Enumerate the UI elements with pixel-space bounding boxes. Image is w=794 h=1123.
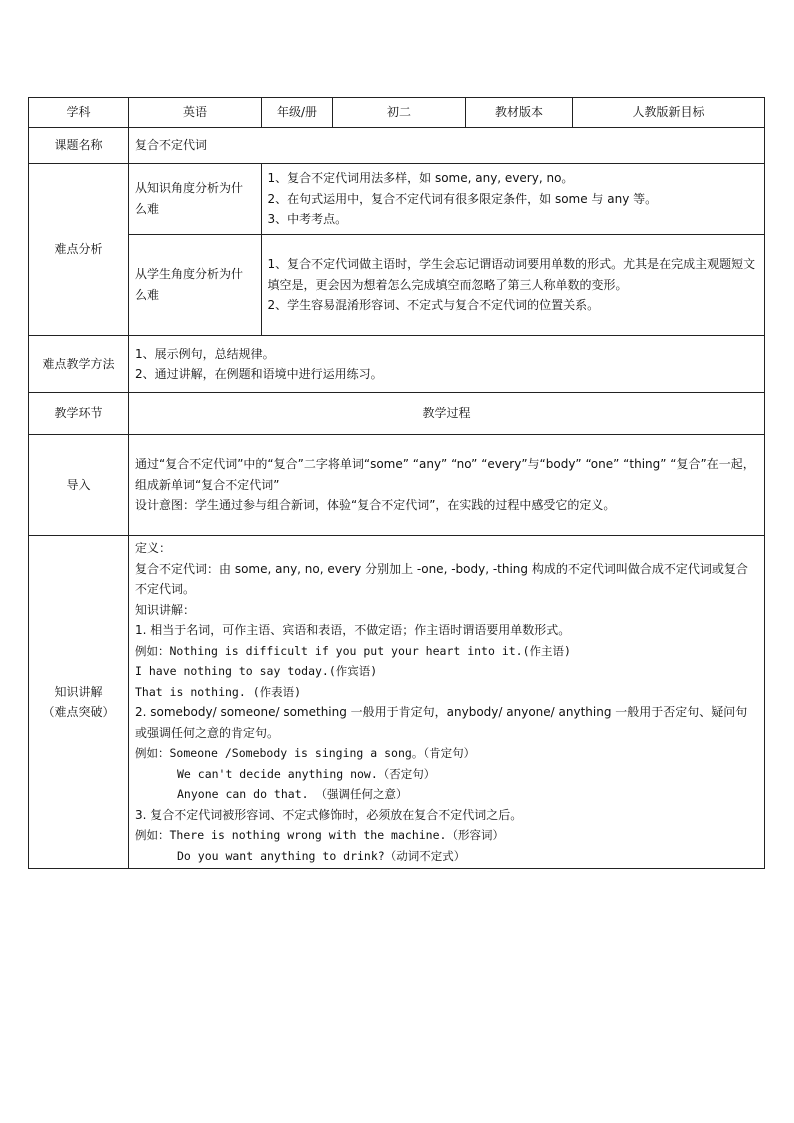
lesson-plan-table [28, 97, 765, 869]
knowledge-label-line2: （难点突破） [42, 705, 115, 719]
grade-label: 年级/册 [262, 98, 333, 128]
stage-label: 教学环节 [29, 393, 129, 435]
definition-title: 定义： [135, 541, 172, 555]
intro-line: 设计意图：学生通过参与组合新词，体验“复合不定代词”，在实践的过程中感受它的定义。 [135, 498, 616, 513]
edition-value: 人教版新目标 [573, 98, 765, 128]
point-2-example: We can't decide anything now.（否定句） [177, 766, 436, 781]
difficulty-row [29, 164, 765, 336]
knowledge-angle-label: 从知识角度分析为什么难 [129, 164, 261, 234]
student-angle-line: 1、复合不定代词做主语时，学生会忘记谓语动词要用单数的形式。尤其是在完成主观题短文填空是，更会因为想着怎么完成填空而忽略了第三人称单数的变形。 [267, 257, 756, 292]
point-3-example: Do you want anything to drink?（动词不定式） [177, 848, 466, 863]
topic-row [29, 128, 765, 164]
intro-line: 通过“复合不定代词”中的“复合”二字将单词“some” “any” “no” “every”与“body” “one” “thing” “复合”在一起，组成新单词“复合不定代词” [135, 457, 755, 492]
knowledge-angle-line: 1、复合不定代词用法多样，如 some, any, every, no。 [267, 171, 574, 185]
point-2-example: Anyone can do that. （强调任何之意） [177, 787, 408, 801]
knowledge-label-line1: 知识讲解 [54, 684, 103, 699]
method-content [129, 336, 765, 393]
method-row [29, 336, 765, 393]
topic-label: 课题名称 [29, 128, 129, 164]
difficulty-subtable [129, 164, 764, 335]
header-row [29, 98, 765, 128]
method-line: 1、展示例句，总结规律。 [135, 346, 275, 361]
intro-content [129, 435, 765, 536]
grade-value: 初二 [333, 98, 466, 128]
method-line: 2、通过讲解，在例题和语境中进行运用练习。 [135, 367, 383, 381]
subject-value: 英语 [129, 98, 262, 128]
point-1-example: That is nothing. (作表语) [135, 684, 302, 699]
topic-value: 复合不定代词 [129, 128, 765, 164]
point-3: 3. 复合不定代词被形容词、不定式修饰时，必须放在复合不定代词之后。 [135, 807, 523, 822]
point-3-example: 例如：There is nothing wrong with the machine.（形容词） [135, 828, 504, 842]
definition-text: 复合不定代词：由 some, any, no, every 分别加上 -one, -body, -thing 构成的不定代词叫做合成不定代词或复合不定代词。 [135, 561, 748, 596]
point-2-example: 例如：Someone /Somebody is singing a song。（肯定句） [135, 746, 476, 760]
knowledge-row [29, 536, 765, 869]
method-label: 难点教学方法 [29, 336, 129, 393]
knowledge-angle-content [261, 164, 764, 234]
knowledge-angle-line: 3、中考考点。 [267, 212, 348, 226]
point-2: 2. somebody/ someone/ something 一般用于肯定句，anybody/ anyone/ anything 一般用于否定句、疑问句或强调任何之意的肯定句。 [135, 705, 748, 740]
edition-label: 教材版本 [466, 98, 573, 128]
point-1-example: 例如：Nothing is difficult if you put your heart into it.(作主语) [135, 643, 571, 658]
knowledge-content [129, 536, 765, 869]
student-angle-row [129, 234, 764, 335]
intro-row [29, 435, 765, 536]
difficulty-label: 难点分析 [29, 164, 129, 336]
subject-label: 学科 [29, 98, 129, 128]
point-1: 1. 相当于名词，可作主语、宾语和表语，不做定语；作主语时谓语要用单数形式。 [135, 623, 571, 637]
process-label: 教学过程 [129, 393, 765, 435]
intro-label: 导入 [29, 435, 129, 536]
knowledge-angle-line: 2、在句式运用中，复合不定代词有很多限定条件，如 some 与 any 等。 [267, 191, 658, 206]
explain-title: 知识讲解： [135, 602, 196, 617]
student-angle-label: 从学生角度分析为什么难 [129, 234, 261, 335]
process-header-row [29, 393, 765, 435]
knowledge-angle-row [129, 164, 764, 234]
knowledge-label [29, 536, 129, 869]
student-angle-line: 2、学生容易混淆形容词、不定式与复合不定代词的位置关系。 [267, 298, 600, 312]
student-angle-content [261, 234, 764, 335]
point-1-example: I have nothing to say today.(作宾语) [135, 664, 378, 678]
